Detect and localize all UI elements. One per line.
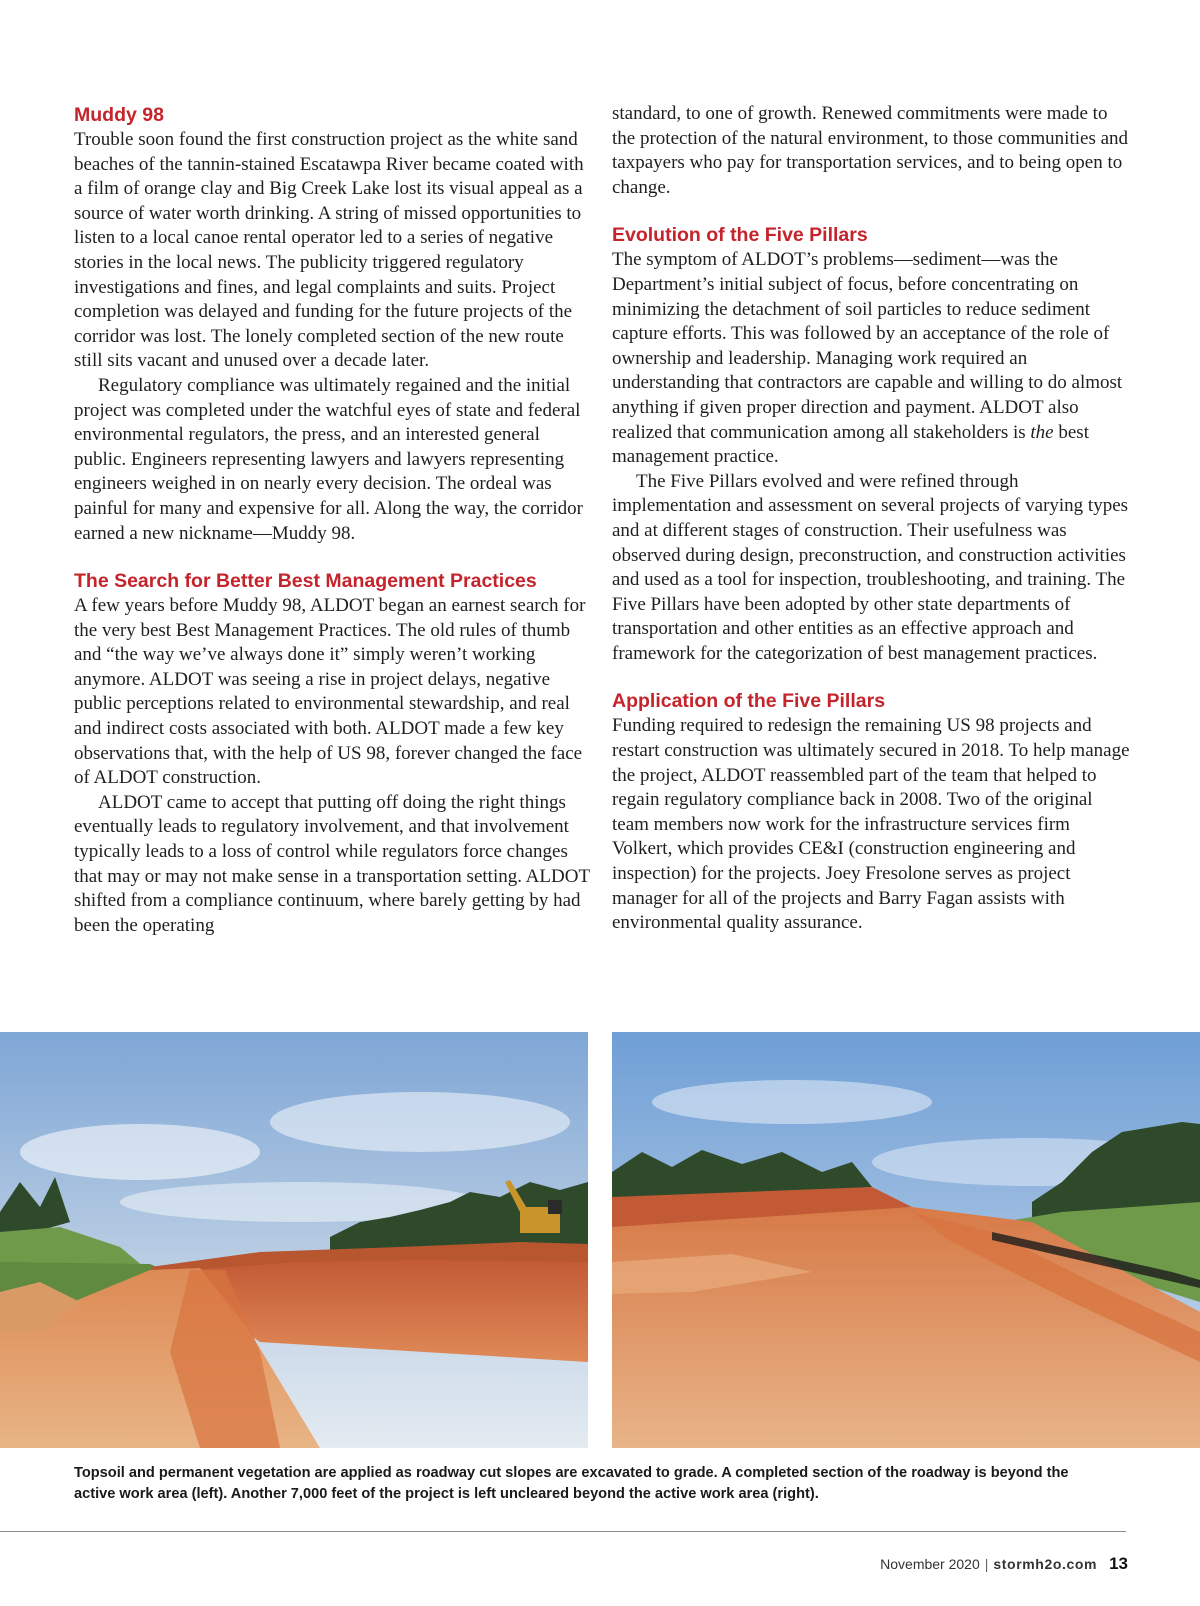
search-bmp-paragraph-1: A few years before Muddy 98, ALDOT began an earnest search for the very best Best Management Practices. The old rules of thumb and “the way we’ve always done it” simply weren’t working anymore. ALDOT was seeing a rise in project delays, negative public perceptions related to environmental stewardship, and real and indirect costs associated with both. ALDOT made a few key observations that, with the help of US 98, forever changed the face of ALDOT construction.: [74, 595, 586, 789]
right-column: [612, 102, 1130, 936]
muddy-98-heading: Muddy 98: [74, 104, 164, 126]
evolution-paragraph-2: The Five Pillars evolved and were refined through implementation and assessment on several projects of varying types and at different stages of construction. Their usefulness was observed during design, preconstruction, and construction activities and used as a tool for inspection, troubleshooting, and training. The Five Pillars have been adopted by other state departments of transportation and other entities as an effective approach and framework for the categorization of best management practices.: [612, 470, 1129, 664]
evolution-text-b: best management practice.: [612, 421, 1089, 468]
page-number: 13: [1109, 1554, 1128, 1573]
construction-photo-right: [612, 1032, 1200, 1448]
evolution-emphasis: the: [1030, 421, 1054, 443]
photo-caption: Topsoil and permanent vegetation are applied as roadway cut slopes are excavated to grade. A completed section of the roadway is beyond the active work area (left). Another 7,000 feet of the project is left uncleared beyond the active work area (right).: [74, 1465, 1069, 1502]
construction-site-right-image: [612, 1032, 1200, 1448]
evolution-text-a: The symptom of ALDOT’s problems—sediment—was the Department’s initial subject of focus, before concentrating on minimizing the detachment of soil particles to reduce sediment capture efforts. This was followed by an acceptance of the role of ownership and leadership. Managing work required an understanding that contractors are capable and willing to do almost anything if given proper direction and payment. ALDOT also realized that communication among all stakeholders is: [612, 249, 1123, 443]
construction-site-left-image: [0, 1032, 588, 1448]
continued-paragraph: standard, to one of growth. Renewed commitments were made to the protection of the natural environment, to those communities and taxpayers who pay for transportation services, and to being open to change.: [612, 103, 1129, 198]
muddy-98-paragraph-1: Trouble soon found the first construction project as the white sand beaches of the tannin-stained Escatawpa River became coated with a film of orange clay and Big Creek Lake lost its visual appeal as a source of water worth drinking. A string of missed opportunities to listen to a local canoe rental operator led to a series of negative stories in the local news. The publicity triggered regulatory investigations and fines, and legal complaints and suits. Project completion was delayed and funding for the future projects of the corridor was lost. The lonely completed section of the new route still sits vacant and unused over a decade later.: [74, 129, 584, 372]
application-heading: Application of the Five Pillars: [612, 690, 886, 713]
evolution-paragraph-1: [612, 248, 1130, 469]
construction-photo-left: [0, 1032, 588, 1448]
evolution-heading: Evolution of the Five Pillars: [612, 224, 868, 247]
search-bmp-heading: The Search for Better Best Management Practices: [74, 570, 537, 593]
search-bmp-paragraph-2: ALDOT came to accept that putting off doing the right things eventually leads to regulatory involvement, and that involvement typically leads to a loss of control while regulators force changes that may or may not make sense in a transportation setting. ALDOT shifted from a compliance continuum, where barely getting by had been the operating: [74, 791, 590, 936]
footer-separator: |: [984, 1556, 989, 1572]
application-paragraph-1: Funding required to redesign the remaining US 98 projects and restart construction was ultimately secured in 2018. To help manage the project, ALDOT reassembled part of the team that helped to regain regulatory compliance back in 2008. Two of the original team members now work for the infrastructure services firm Volkert, which provides CE&I (construction engineering and inspection) for the projects. Joey Fresolone serves as project manager for all of the projects and Barry Fagan assists with environmental quality assurance.: [612, 715, 1130, 934]
issue-date: November 2020: [880, 1556, 980, 1572]
footer-divider: [0, 1531, 1126, 1532]
left-column: [74, 102, 590, 938]
website-link[interactable]: stormh2o.com: [993, 1556, 1098, 1572]
page-footer: [880, 1554, 1128, 1574]
muddy-98-paragraph-2: Regulatory compliance was ultimately regained and the initial project was completed under the watchful eyes of state and federal environmental regulators, the press, and an interested general public. Engineers representing lawyers and lawyers representing engineers weighed in on nearly every decision. The ordeal was painful for many and expensive for all. Along the way, the corridor earned a new nickname—Muddy 98.: [74, 374, 583, 544]
